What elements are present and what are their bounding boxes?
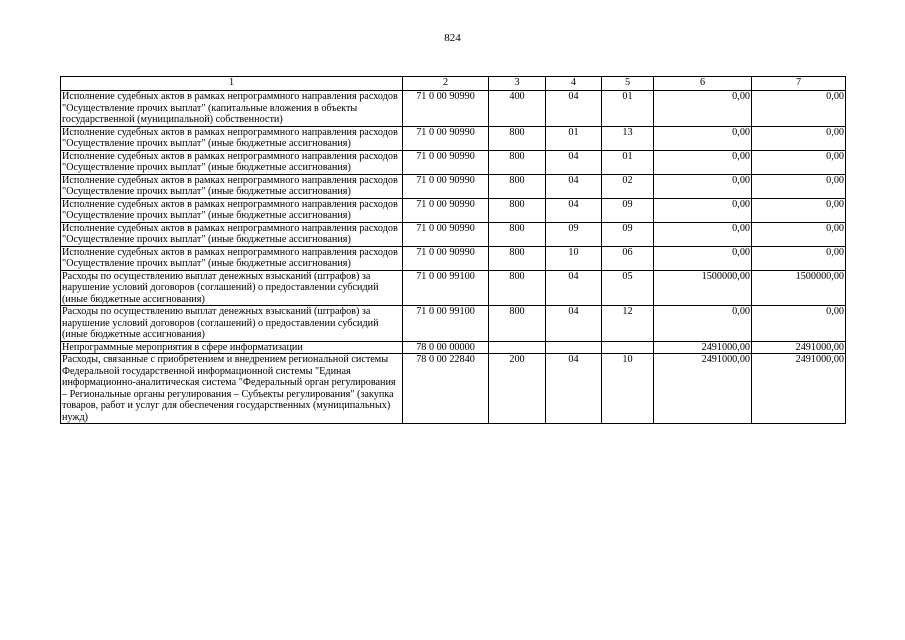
- target-article-code: 78 0 00 22840: [403, 354, 489, 424]
- amount-year-1: 0,00: [654, 198, 752, 222]
- amount-year-2: 0,00: [752, 246, 846, 270]
- expense-type-code: 800: [489, 306, 546, 342]
- expense-name: Расходы по осуществлению выплат денежных взысканий (штрафов) за нарушение условий договоров (соглашений) о предоставлении субсидий (иные бюджетные ассигнования): [61, 270, 403, 306]
- expense-type-code: 400: [489, 91, 546, 127]
- amount-year-1: 0,00: [654, 174, 752, 198]
- amount-year-2: 0,00: [752, 174, 846, 198]
- amount-year-1: 0,00: [654, 150, 752, 174]
- amount-year-1: 0,00: [654, 222, 752, 246]
- section-code: [546, 341, 602, 354]
- header-col-5: 5: [602, 77, 654, 91]
- budget-table: [60, 76, 846, 424]
- header-col-6: 6: [654, 77, 752, 91]
- expense-type-code: 800: [489, 174, 546, 198]
- expense-name: Исполнение судебных актов в рамках непрограммного направления расходов "Осуществление прочих выплат" (иные бюджетные ассигнования): [61, 150, 403, 174]
- expense-name: Исполнение судебных актов в рамках непрограммного направления расходов "Осуществление прочих выплат" (иные бюджетные ассигнования): [61, 174, 403, 198]
- subsection-code: 12: [602, 306, 654, 342]
- header-col-3: 3: [489, 77, 546, 91]
- target-article-code: 71 0 00 99100: [403, 306, 489, 342]
- amount-year-2: 0,00: [752, 150, 846, 174]
- subsection-code: 01: [602, 150, 654, 174]
- section-code: 04: [546, 198, 602, 222]
- expense-type-code: 800: [489, 222, 546, 246]
- table-row: [61, 354, 846, 424]
- amount-year-1: 1500000,00: [654, 270, 752, 306]
- expense-type-code: 200: [489, 354, 546, 424]
- amount-year-1: 0,00: [654, 126, 752, 150]
- amount-year-2: 1500000,00: [752, 270, 846, 306]
- section-code: 04: [546, 354, 602, 424]
- amount-year-1: 0,00: [654, 246, 752, 270]
- table-row: [61, 270, 846, 306]
- subsection-code: 09: [602, 198, 654, 222]
- amount-year-2: 0,00: [752, 126, 846, 150]
- table-row: [61, 126, 846, 150]
- section-code: 10: [546, 246, 602, 270]
- table-row: [61, 341, 846, 354]
- page-number: 824: [444, 32, 461, 44]
- table-row: [61, 150, 846, 174]
- amount-year-2: 0,00: [752, 198, 846, 222]
- subsection-code: [602, 341, 654, 354]
- amount-year-2: 2491000,00: [752, 354, 846, 424]
- subsection-code: 10: [602, 354, 654, 424]
- target-article-code: 71 0 00 90990: [403, 198, 489, 222]
- expense-type-code: 800: [489, 246, 546, 270]
- subsection-code: 09: [602, 222, 654, 246]
- table-row: [61, 222, 846, 246]
- section-code: 04: [546, 270, 602, 306]
- amount-year-2: 0,00: [752, 222, 846, 246]
- table-row: [61, 306, 846, 342]
- table-row: [61, 174, 846, 198]
- target-article-code: 71 0 00 90990: [403, 91, 489, 127]
- subsection-code: 06: [602, 246, 654, 270]
- section-code: 04: [546, 91, 602, 127]
- section-code: 04: [546, 306, 602, 342]
- expense-name: Исполнение судебных актов в рамках непрограммного направления расходов "Осуществление прочих выплат" (иные бюджетные ассигнования): [61, 126, 403, 150]
- section-code: 01: [546, 126, 602, 150]
- subsection-code: 01: [602, 91, 654, 127]
- target-article-code: 71 0 00 90990: [403, 150, 489, 174]
- amount-year-2: 0,00: [752, 306, 846, 342]
- expense-name: Исполнение судебных актов в рамках непрограммного направления расходов "Осуществление прочих выплат" (капитальные вложения в объекты государственной (муниципальной) собственности): [61, 91, 403, 127]
- table-row: [61, 246, 846, 270]
- amount-year-1: 0,00: [654, 91, 752, 127]
- expense-name: Непрограммные мероприятия в сфере информатизации: [61, 341, 403, 354]
- amount-year-1: 0,00: [654, 306, 752, 342]
- target-article-code: 71 0 00 90990: [403, 126, 489, 150]
- expense-name: Расходы по осуществлению выплат денежных взысканий (штрафов) за нарушение условий договоров (соглашений) о предоставлении субсидий (иные бюджетные ассигнования): [61, 306, 403, 342]
- expense-name: Исполнение судебных актов в рамках непрограммного направления расходов "Осуществление прочих выплат" (иные бюджетные ассигнования): [61, 222, 403, 246]
- target-article-code: 71 0 00 90990: [403, 174, 489, 198]
- expense-type-code: [489, 341, 546, 354]
- expense-name: Исполнение судебных актов в рамках непрограммного направления расходов "Осуществление прочих выплат" (иные бюджетные ассигнования): [61, 198, 403, 222]
- expense-type-code: 800: [489, 270, 546, 306]
- target-article-code: 71 0 00 90990: [403, 246, 489, 270]
- section-code: 09: [546, 222, 602, 246]
- expense-type-code: 800: [489, 126, 546, 150]
- subsection-code: 05: [602, 270, 654, 306]
- table-header-row: [61, 77, 846, 91]
- amount-year-2: 0,00: [752, 91, 846, 127]
- expense-type-code: 800: [489, 198, 546, 222]
- target-article-code: 71 0 00 90990: [403, 222, 489, 246]
- subsection-code: 02: [602, 174, 654, 198]
- target-article-code: 71 0 00 99100: [403, 270, 489, 306]
- section-code: 04: [546, 150, 602, 174]
- header-col-7: 7: [752, 77, 846, 91]
- amount-year-1: 2491000,00: [654, 354, 752, 424]
- amount-year-1: 2491000,00: [654, 341, 752, 354]
- header-col-1: 1: [61, 77, 403, 91]
- table-row: [61, 198, 846, 222]
- subsection-code: 13: [602, 126, 654, 150]
- table-row: [61, 91, 846, 127]
- header-col-2: 2: [403, 77, 489, 91]
- header-col-4: 4: [546, 77, 602, 91]
- amount-year-2: 2491000,00: [752, 341, 846, 354]
- expense-type-code: 800: [489, 150, 546, 174]
- target-article-code: 78 0 00 00000: [403, 341, 489, 354]
- expense-name: Расходы, связанные с приобретением и внедрением региональной системы Федеральной государственной информационной системы "Единая информационно-аналитическая система "Федеральный орган регулирования – Региональные органы регулирования – Субъекты регулирования" (закупка товаров, работ и услуг для обеспечения государственных (муниципальных) нужд): [61, 354, 403, 424]
- expense-name: Исполнение судебных актов в рамках непрограммного направления расходов "Осуществление прочих выплат" (иные бюджетные ассигнования): [61, 246, 403, 270]
- section-code: 04: [546, 174, 602, 198]
